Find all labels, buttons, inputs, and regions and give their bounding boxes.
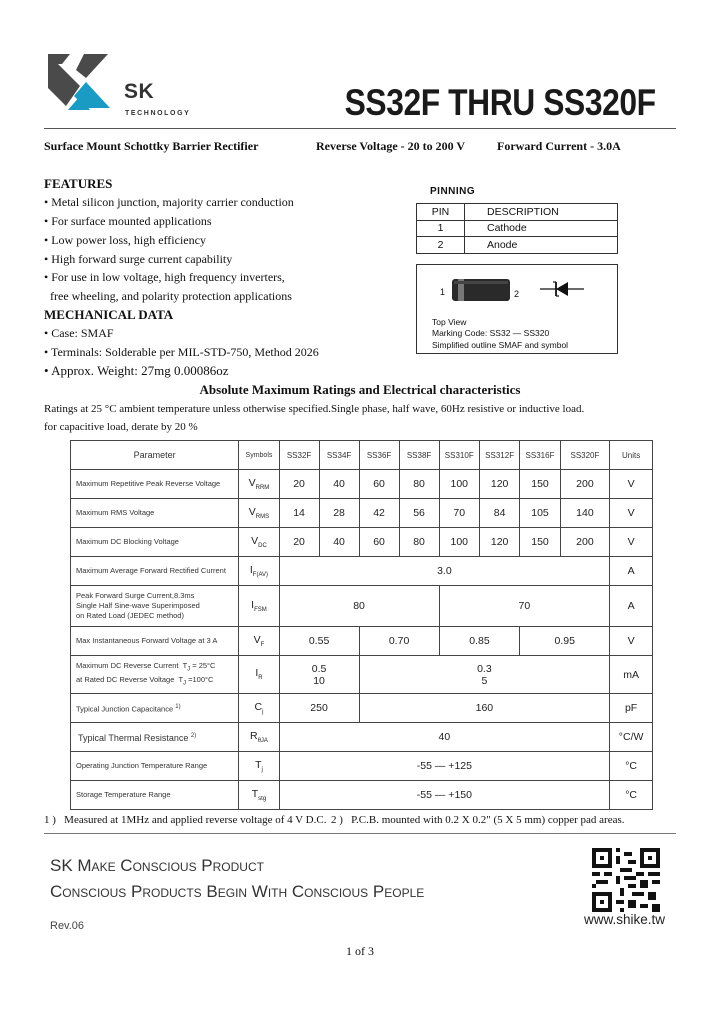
param-label: Max Instantaneous Forward Voltage at 3 A <box>71 627 239 656</box>
symbol-cell: $C_j$ <box>239 694 279 723</box>
value-cell: 40 <box>279 723 610 752</box>
value-cell: 0.95 <box>520 627 610 656</box>
ratings-title: Absolute Maximum Ratings and Electrical characteristics <box>199 382 521 397</box>
pinning-row <box>417 220 618 237</box>
slogan-line-2: Conscious Products Begin With Conscious People <box>50 882 425 901</box>
table-header-row <box>71 441 653 470</box>
part-header: SS310F <box>439 441 479 470</box>
param-label: Operating Junction Temperature Range <box>71 752 239 781</box>
table-row-vf <box>71 627 653 656</box>
feature-item: • High forward surge current capability <box>44 252 233 266</box>
value-cell: 56 <box>399 499 439 528</box>
value-cell: -55 — +150 <box>279 781 610 810</box>
symbol-cell: $V_{RRM}$ <box>239 470 279 499</box>
footer-rule <box>44 833 676 834</box>
unit-cell: °C <box>610 781 653 810</box>
reverse-voltage-spec: Reverse Voltage - 20 to 200 V <box>316 139 466 153</box>
pinning-title: PINNING <box>430 186 476 197</box>
logo-s-shape <box>48 54 80 106</box>
value-cell: 160 <box>359 694 610 723</box>
unit-cell: °C <box>610 752 653 781</box>
value-cell: 80 <box>399 470 439 499</box>
qr-code-icon <box>592 848 660 912</box>
param-label: Peak Forward Surge Current,8.3ms Single Half Sine-wave Superimposed on Rated Load (JEDEC method) <box>71 586 239 627</box>
unit-cell: pF <box>610 694 653 723</box>
feature-item: • Metal silicon junction, majority carrier conduction <box>44 195 294 209</box>
value-cell: 100 <box>439 470 479 499</box>
value-cell: 200 <box>560 470 610 499</box>
value-cell: 250 <box>279 694 359 723</box>
param-label: Maximum Average Forward Rectified Current <box>71 557 239 586</box>
description-header: DESCRIPTION <box>465 204 618 221</box>
table-row-ir <box>71 656 653 694</box>
param-label: Storage Temperature Range <box>71 781 239 810</box>
unit-cell: A <box>610 557 653 586</box>
symbol-cell: $V_F$ <box>239 627 279 656</box>
unit-cell: mA <box>610 656 653 694</box>
value-cell: 14 <box>279 499 319 528</box>
param-label: Maximum RMS Voltage <box>71 499 239 528</box>
package-pin1-label: 1 <box>440 287 446 297</box>
package-caption: Top View <box>432 317 467 327</box>
device-description: Surface Mount Schottky Barrier Rectifier <box>44 139 259 153</box>
pin-description: Anode <box>465 237 618 254</box>
part-header: SS32F <box>279 441 319 470</box>
ratings-table <box>70 440 653 810</box>
feature-item: free wheeling, and polarity protection applications <box>44 289 292 303</box>
param-label: Maximum DC Blocking Voltage <box>71 528 239 557</box>
value-cell: 20 <box>279 528 319 557</box>
symbol-cell: $V_{RMS}$ <box>239 499 279 528</box>
value-cell: 70 <box>439 499 479 528</box>
footnote-2: 2 ) P.C.B. mounted with 0.2 X 0.2" (5 X 5 mm) copper pad areas. <box>331 814 625 826</box>
param-label: Maximum Repetitive Peak Reverse Voltage <box>71 470 239 499</box>
part-header: SS36F <box>359 441 399 470</box>
value-cell: 84 <box>479 499 519 528</box>
param-label: Maximum DC Reverse Current $T_J = 25^\circ C$ at Rated DC Reverse Voltage $T_J =100^\circ C$ <box>71 656 239 694</box>
part-header: SS34F <box>319 441 359 470</box>
part-header: SS316F <box>520 441 560 470</box>
part-header: SS320F <box>560 441 610 470</box>
value-cell: 80 <box>279 586 439 627</box>
unit-cell: A <box>610 586 653 627</box>
symbol-cell: $T_j$ <box>239 752 279 781</box>
ratings-note: Ratings at 25 °C ambient temperature unless otherwise specified.Single phase, half wave, 60Hz resistive or inductive load. <box>44 403 585 415</box>
pin-number: 1 <box>417 220 465 237</box>
value-cell: 60 <box>359 528 399 557</box>
value-cell: 105 <box>520 499 560 528</box>
pinning-header-row <box>417 204 618 221</box>
unit-cell: V <box>610 470 653 499</box>
website-link[interactable]: www.shike.tw <box>584 912 666 927</box>
footnote-1: 1 ) Measured at 1MHz and applied reverse voltage of 4 V D.C. <box>44 814 327 826</box>
units-header: Units <box>610 441 653 470</box>
value-cell: 120 <box>479 470 519 499</box>
value-cell: 42 <box>359 499 399 528</box>
brand-tagline: TECHNOLOGY <box>125 110 191 117</box>
sk-logo <box>46 52 122 114</box>
smaf-package-drawing <box>452 277 510 303</box>
table-row-tstg <box>71 781 653 810</box>
part-header: SS38F <box>399 441 439 470</box>
symbol-cell: $R_{\theta JA}$ <box>239 723 279 752</box>
part-header: SS312F <box>479 441 519 470</box>
symbol-cell: $T_{stg}$ <box>239 781 279 810</box>
value-cell: -55 — +125 <box>279 752 610 781</box>
parameter-header: Parameter <box>71 441 239 470</box>
unit-cell: V <box>610 499 653 528</box>
symbol-cell: $I_{F(AV)}$ <box>239 557 279 586</box>
unit-cell: V <box>610 528 653 557</box>
table-row-cj <box>71 694 653 723</box>
header-rule <box>44 128 676 129</box>
logo-teal-shape <box>76 54 108 78</box>
pinning-table <box>416 203 618 254</box>
value-cell: 40 <box>319 528 359 557</box>
table-row-rth <box>71 723 653 752</box>
value-cell: 100 <box>439 528 479 557</box>
value-cell: 200 <box>560 528 610 557</box>
feature-item: • For use in low voltage, high frequency inverters, <box>44 270 285 284</box>
value-cell: 20 <box>279 470 319 499</box>
mechanical-item: • Terminals: Solderable per MIL-STD-750, Method 2026 <box>44 345 319 359</box>
mechanical-item: • Approx. Weight: 27mg 0.00086oz <box>44 363 229 378</box>
symbol-cell: $I_{FSM}$ <box>239 586 279 627</box>
pinning-row <box>417 237 618 254</box>
value-cell: 28 <box>319 499 359 528</box>
brand-name: SK <box>124 80 155 103</box>
value-cell: 0.55 <box>279 627 359 656</box>
param-label: Typical Junction Capacitance $^{1)}$ <box>71 694 239 723</box>
features-heading: FEATURES <box>44 176 113 191</box>
value-cell: 0.70 <box>359 627 439 656</box>
symbol-cell: $I_R$ <box>239 656 279 694</box>
table-row-vdc <box>71 528 653 557</box>
mechanical-item: • Case: SMAF <box>44 326 114 340</box>
table-row-tj <box>71 752 653 781</box>
part-range-title: SS32F THRU SS320F <box>344 82 656 123</box>
feature-item: • For surface mounted applications <box>44 214 212 228</box>
table-row-vrrm <box>71 470 653 499</box>
slogan-line-1: SK Make Conscious Product <box>50 856 264 875</box>
unit-cell: °C/W <box>610 723 653 752</box>
value-cell: 150 <box>520 470 560 499</box>
value-cell: 120 <box>479 528 519 557</box>
pin-number: 2 <box>417 237 465 254</box>
symbols-header: Symbols <box>239 441 279 470</box>
table-row-ifav <box>71 557 653 586</box>
ratings-note: for capacitive load, derate by 20 % <box>44 421 198 433</box>
symbol-cell: $V_{DC}$ <box>239 528 279 557</box>
value-cell: 0.3 5 <box>359 656 610 694</box>
param-label: Typical Thermal Resistance $^{2)}$ <box>71 723 239 752</box>
pin-description: Cathode <box>465 220 618 237</box>
value-cell: 60 <box>359 470 399 499</box>
value-cell: 3.0 <box>279 557 610 586</box>
marking-code: Marking Code: SS32 — SS320 <box>432 328 550 338</box>
revision-label: Rev.06 <box>50 920 85 932</box>
feature-item: • Low power loss, high efficiency <box>44 233 206 247</box>
value-cell: 0.85 <box>439 627 520 656</box>
value-cell: 140 <box>560 499 610 528</box>
value-cell: 150 <box>520 528 560 557</box>
forward-current-spec: Forward Current - 3.0A <box>497 139 621 153</box>
unit-cell: V <box>610 627 653 656</box>
package-pin2-label: 2 <box>514 289 520 299</box>
outline-note: Simplified outline SMAF and symbol <box>432 340 569 350</box>
table-row-vrms <box>71 499 653 528</box>
table-row-ifsm <box>71 586 653 627</box>
value-cell: 0.5 10 <box>279 656 359 694</box>
mechanical-heading: MECHANICAL DATA <box>44 307 174 322</box>
pin-header: PIN <box>417 204 465 221</box>
value-cell: 40 <box>319 470 359 499</box>
page-number: 1 of 3 <box>346 944 374 958</box>
value-cell: 80 <box>399 528 439 557</box>
value-cell: 70 <box>439 586 610 627</box>
diode-symbol-icon <box>540 279 584 299</box>
